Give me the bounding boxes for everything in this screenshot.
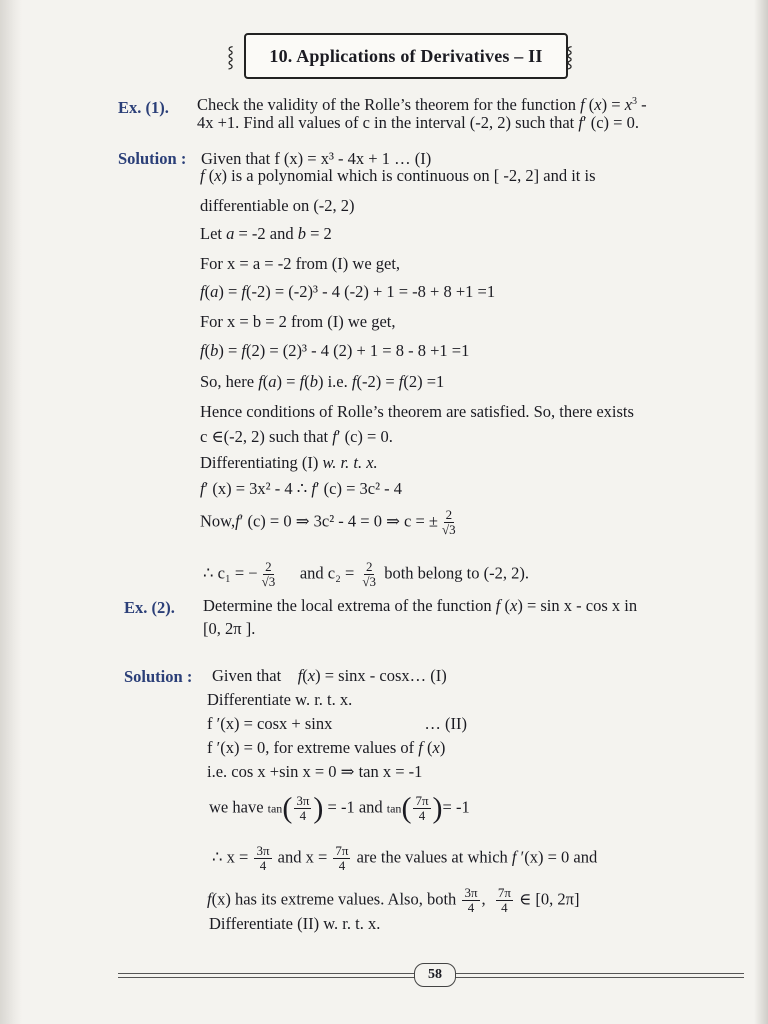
- ex2-line-we-have: we have tan( $\frac{3\pi}{4}$ ) = -1 and tan( $\frac{7\pi}{4}$ )= -1: [209, 791, 470, 825]
- ex1-line-f-of-a: f(a) = f(-2) = (-2)³ - 4 (-2) + 1 = -8 + 8 +1 =1: [200, 282, 496, 301]
- ex2-solution-label: Solution :: [124, 667, 193, 686]
- ex1-label: Ex. (1).: [118, 98, 169, 117]
- ex2-line-extreme: f(x) has its extreme values. Also, both $\frac{3\pi}{4}$ , $\frac{7\pi}{4}$ ∈ [0, 2π]: [207, 885, 580, 915]
- ex1-line-f-of-b: f(b) = f(2) = (2)³ - 4 (2) + 1 = 8 - 8 +1 =1: [200, 341, 470, 360]
- ex1-line-now: Now,f′ (c) = 0 ⇒ 3c² - 4 = 0 ⇒ c = ± $\frac{2}{√3}$: [200, 507, 456, 537]
- ex2-line-differentiate: Differentiate w. r. t. x.: [207, 690, 353, 709]
- ex2-line-values: ∴ x = $\frac{3\pi}{4}$ and x = $\frac{7\pi}{4}$ are the values at which f ′(x) = 0 and: [212, 843, 598, 873]
- page-number: 58: [414, 963, 456, 987]
- ex1-line-differentiating: Differentiating (I) w. r. t. x.: [200, 453, 378, 472]
- ex1-line-derivative: f′ (x) = 3x² - 4 ∴ f′ (c) = 3c² - 4: [200, 479, 403, 498]
- ex2-line-differentiate-ii: Differentiate (II) w. r. t. x.: [209, 914, 381, 933]
- ex2-line-given: Given that f(x) = sinx - cosx… (I): [212, 666, 447, 685]
- ex2-line-tan: i.e. cos x +sin x = 0 ⇒ tan x = -1: [207, 762, 423, 781]
- ex2-question-line1: Determine the local extrema of the function f (x) = sin x - cos x in: [203, 596, 638, 615]
- page-binding-shadow: [0, 0, 22, 1024]
- ex1-line-given: Given that f (x) = x³ - 4x + 1 … (I): [201, 149, 432, 168]
- ex1-line-for-a: For x = a = -2 from (I) we get,: [200, 254, 401, 273]
- ex1-line-so-here: So, here f(a) = f(b) i.e. f(-2) = f(2) =1: [200, 372, 445, 391]
- ex1-line-let: Let a = -2 and b = 2: [200, 224, 332, 243]
- ex2-label: Ex. (2).: [124, 598, 175, 617]
- ex1-question-line1: Check the validity of the Rolle’s theorem for the function f $(x) = x^3$ -: [197, 95, 647, 114]
- ex1-line-hence: Hence conditions of Rolle’s theorem are satisfied. So, there exists: [200, 402, 634, 421]
- page-right-edge: [754, 0, 768, 1024]
- ex1-line-polynomial: f (x) is a polynomial which is continuous on [ -2, 2] and it is: [200, 166, 596, 185]
- title-ornament-left: ⸾: [227, 46, 235, 68]
- ex2-line-zero: f ′(x) = 0, for extreme values of f (x): [207, 738, 446, 757]
- ex1-line-c-in: c ∈(-2, 2) such that f′ (c) = 0.: [200, 427, 393, 446]
- chapter-title: 10. Applications of Derivatives – II: [269, 45, 543, 66]
- chapter-title-box: [244, 33, 568, 79]
- ex1-question-line2: 4x +1. Find all values of c in the interval (-2, 2) such that f′ (c) = 0.: [197, 113, 639, 132]
- ex1-line-differentiable: differentiable on (-2, 2): [200, 196, 355, 215]
- ex2-line-derivative: f ′(x) = cosx + sinx … (II): [207, 714, 467, 733]
- title-ornament-right: ⸾: [566, 46, 574, 68]
- ex1-line-for-b: For x = b = 2 from (I) we get,: [200, 312, 396, 331]
- ex1-line-conclusion: ∴ c₁ = − $\frac{2}{√3}$ and c₂ = $\frac{2}{√3}$ both belong to (-2, 2).: [203, 559, 529, 589]
- ex1-solution-label: Solution :: [118, 149, 187, 168]
- ex2-question-line2: [0, 2π ].: [203, 619, 256, 638]
